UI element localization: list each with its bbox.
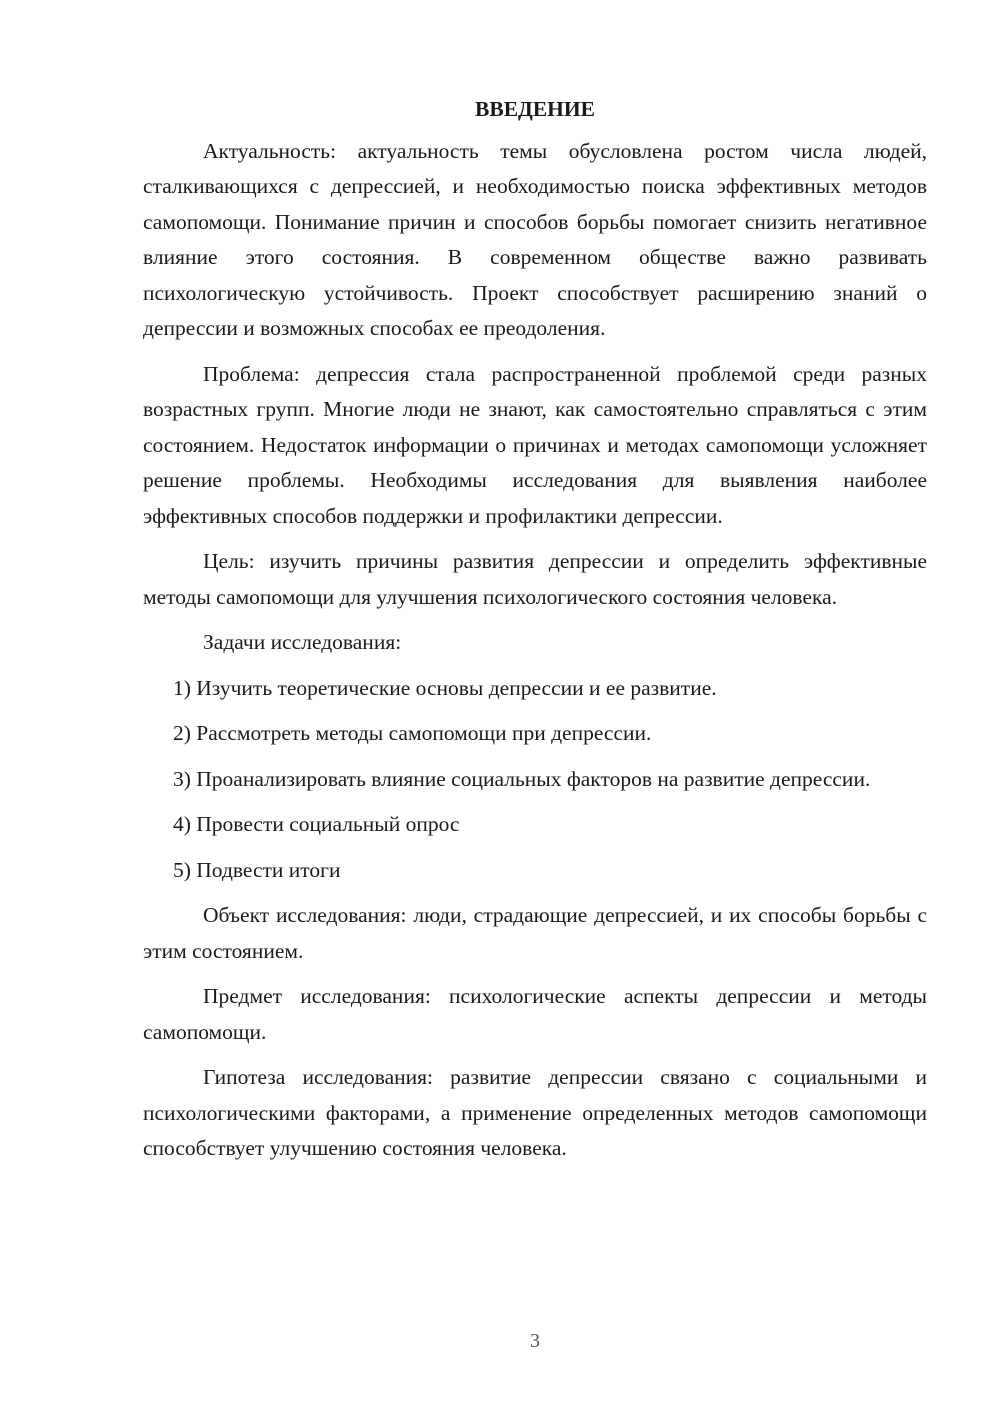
paragraph-object: Объект исследования: люди, страдающие депрессией, и их способы борьбы с этим состоянием. <box>143 903 927 963</box>
task-item-3: 3) Проанализировать влияние социальных факторов на развитие депрессии. <box>173 766 871 791</box>
paragraph-subject: Предмет исследования: психологические аспекты депрессии и методы самопомощи. <box>143 984 927 1044</box>
paragraph-hypothesis: Гипотеза исследования: развитие депрессии связано с социальными и психологическими факторами, а применение определенных методов самопомощи способствует улучшению состояния человека. <box>143 1065 927 1160</box>
task-item-4: 4) Провести социальный опрос <box>173 812 460 836</box>
section-title: ВВЕДЕНИЕ <box>475 97 595 121</box>
paragraph-goal: Цель: изучить причины развития депрессии и определить эффективные методы самопомощи для улучшения психологического состояния человека. <box>143 549 927 609</box>
tasks-heading: Задачи исследования: <box>203 630 402 654</box>
task-item-1: 1) Изучить теоретические основы депрессии и ее развитие. <box>173 675 717 700</box>
page-number: 3 <box>530 1330 540 1352</box>
paragraph-relevance: Актуальность: актуальность темы обусловлена ростом числа людей, сталкивающихся с депрессией, и необходимостью поиска эффективных методов самопомощи. Понимание причин и способов борьбы помогает снизить негативное влияние этого состояния. В современном обществе важно развивать психологическую устойчивость. Проект способствует расширению знаний о депрессии и возможных способах ее преодоления. <box>143 138 927 340</box>
task-item-5: 5) Подвести итоги <box>173 857 341 882</box>
task-item-2: 2) Рассмотреть методы самопомощи при депрессии. <box>173 721 652 745</box>
page-content <box>143 92 927 1177</box>
paragraph-problem: Проблема: депрессия стала распространенной проблемой среди разных возрастных групп. Многие люди не знают, как самостоятельно справляться с этим состоянием. Недостаток информации о причинах и методах самопомощи усложняет решение проблемы. Необходимы исследования для выявления наиболее эффективных способов поддержки и профилактики депрессии. <box>143 361 927 528</box>
